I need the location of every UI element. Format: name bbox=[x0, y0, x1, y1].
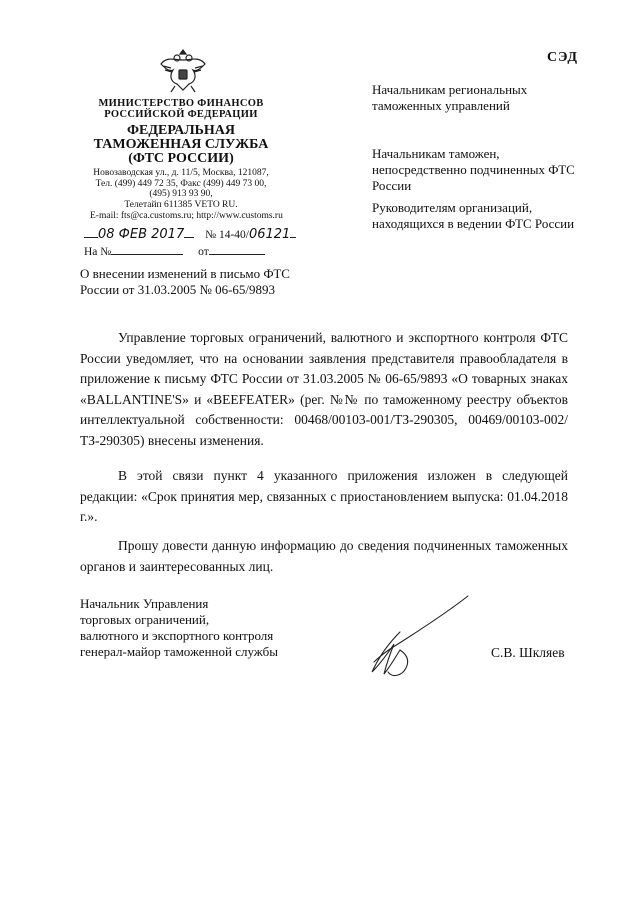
signatory-title-line-3: валютного и экспортного контроля bbox=[80, 628, 274, 643]
address-line-3: (495) 913 93 90, bbox=[149, 189, 213, 199]
signature-icon bbox=[360, 592, 480, 682]
address-line-4: Телетайп 611385 VETO RU. bbox=[124, 199, 238, 210]
paragraph-1-text: Управление торговых ограничений, валютного и экспортного контроля ФТС России уведомляет, что на основании заявления представителя правообладателя в приложение к письму ФТС России от 31.03.2005 № 06-65/9893 «О товарных знаках «BALLANTINE'S» и «BEEFEATER» (рег. №№ по таможенному реестру объектов интеллектуальной собственности: 00468/00103-001/ТЗ-290305, 00469/00103-002/ТЗ-290305) внесены изменения. bbox=[80, 330, 568, 448]
service-line-2: ТАМОЖЕННАЯ СЛУЖБА bbox=[93, 137, 269, 152]
body-paragraph-1 bbox=[80, 328, 568, 451]
paragraph-2-text: В этой связи пункт 4 указанного приложения изложен в следующей редакции: «Срок принятия мер, связанных с приостановлением выпуска: 01.04.2018 г.». bbox=[80, 468, 568, 524]
addressee-2: Начальникам таможен, непосредственно подчиненных ФТС России bbox=[372, 146, 575, 193]
paragraph-3-text: Прошу довести данную информацию до сведения подчиненных таможенных органов и заинтересованных лиц. bbox=[80, 538, 568, 574]
registration-number-prefix: № 14-40/ bbox=[205, 229, 249, 241]
registration-number: 06121 bbox=[248, 227, 291, 242]
address-line-2: Тел. (499) 449 72 35, Факс (499) 449 73 00, bbox=[95, 178, 267, 189]
coat-of-arms-icon bbox=[157, 46, 209, 94]
number-underline bbox=[290, 226, 296, 238]
body-paragraph-3 bbox=[80, 536, 568, 577]
letter-subject: О внесении изменений в письмо ФТС России от 31.03.2005 № 06-65/9893 bbox=[80, 266, 290, 297]
sed-mark: СЭД bbox=[546, 50, 578, 65]
addressee-1: Начальникам региональных таможенных управлений bbox=[372, 82, 528, 113]
signatory-title-line-4: генерал-майор таможенной службы bbox=[80, 644, 278, 659]
date-underline-left bbox=[84, 226, 98, 238]
address-block bbox=[76, 168, 286, 210]
email-line: E-mail: fts@ca.customs.ru; http://www.customs.ru bbox=[90, 211, 283, 221]
registration-line bbox=[84, 226, 296, 242]
reference-number-blank bbox=[111, 243, 183, 255]
registration-date: 08 ФЕВ 2017 bbox=[98, 227, 185, 242]
addressee-3: Руководителям организаций, находящихся в ведении ФТС России bbox=[372, 200, 575, 231]
address-line-1: Новозаводская ул., д. 11/5, Москва, 121087, bbox=[93, 168, 269, 178]
signatory-title bbox=[80, 596, 340, 660]
signatory-name: С.В. Шкляев bbox=[491, 645, 565, 660]
signatory-title-line-1: Начальник Управления bbox=[80, 596, 209, 611]
ministry-line-1: МИНИСТЕРСТВО ФИНАНСОВ bbox=[98, 98, 264, 109]
body-paragraph-2 bbox=[80, 466, 568, 528]
reference-date-label: от bbox=[198, 246, 209, 258]
reference-number-label: На № bbox=[84, 246, 112, 258]
ministry-name bbox=[76, 98, 286, 120]
reference-date-blank bbox=[209, 243, 265, 255]
date-underline-right bbox=[184, 226, 194, 238]
service-line-1: ФЕДЕРАЛЬНАЯ bbox=[126, 123, 235, 138]
service-name bbox=[76, 124, 286, 166]
ministry-line-2: РОССИЙСКОЙ ФЕДЕРАЦИИ bbox=[104, 109, 258, 120]
signatory-title-line-2: торговых ограничений, bbox=[80, 612, 210, 627]
service-line-3: (ФТС РОССИИ) bbox=[128, 151, 234, 166]
reference-line bbox=[84, 243, 265, 258]
